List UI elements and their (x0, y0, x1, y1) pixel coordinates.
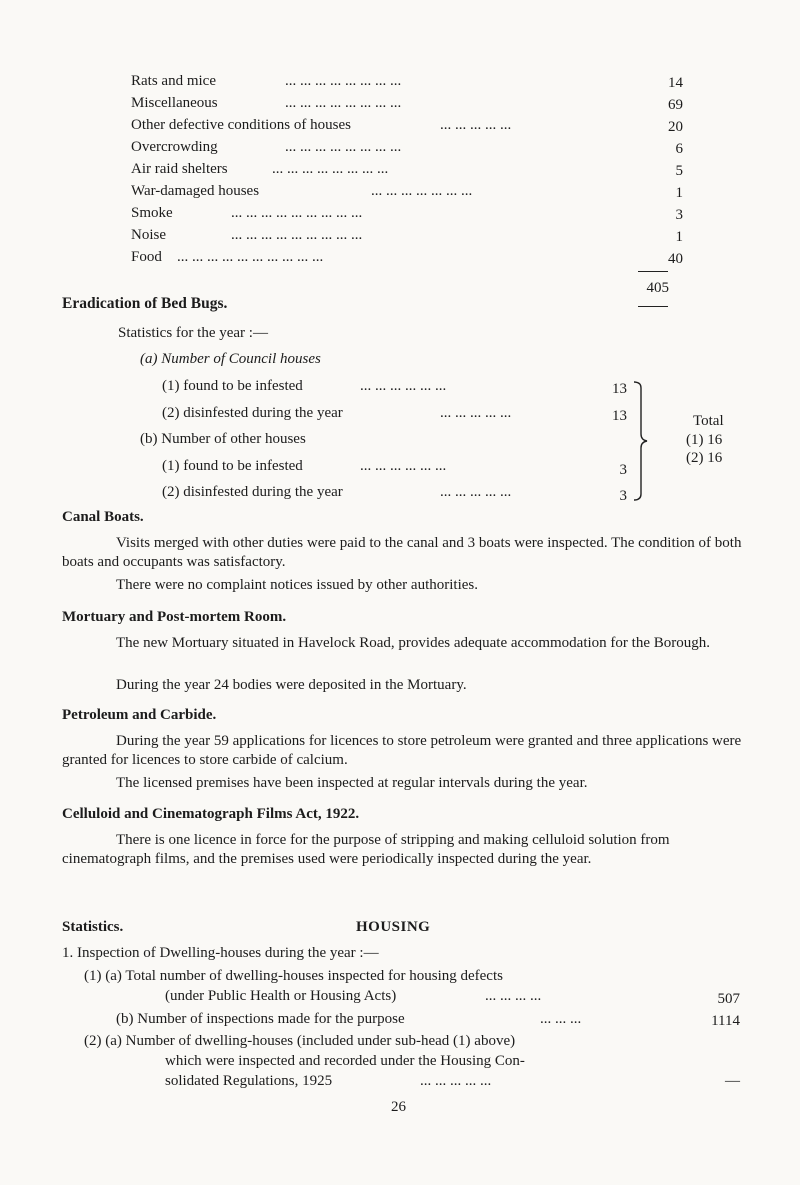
item-label: Overcrowding (131, 139, 218, 155)
list-item (131, 116, 351, 135)
council-infested-value: 13 (612, 381, 627, 397)
paragraph: The licensed premises have been inspected at regular intervals during the year. (116, 775, 588, 791)
leader-dots: ... ... ... ... ... ... ... ... ... (231, 227, 363, 243)
total-infested: (1) 16 (686, 432, 723, 448)
paragraph: During the year 59 applications for licences to store petroleum were granted and three applications were granted for licences to store carbide of calcium. (62, 733, 742, 768)
council-infested-label: (1) found to be infested (162, 378, 303, 394)
inspections-value: 1114 (711, 1013, 740, 1029)
other-disinfested-value: 3 (619, 488, 627, 504)
page-title: HOUSING (356, 919, 431, 935)
leader-dots: ... ... ... ... ... (440, 484, 512, 500)
paragraph: The new Mortuary situated in Havelock Road, provides adequate accommodation for the Borough. (116, 635, 710, 651)
list-item (131, 72, 216, 91)
housing-item-2a-cont: which were inspected and recorded under the Housing Con- (165, 1053, 525, 1069)
council-houses-label: (a) Number of Council houses (140, 351, 321, 367)
list-item (131, 204, 173, 223)
housing-item-2a-cont: solidated Regulations, 1925 (165, 1073, 333, 1089)
item-value: 69 (668, 97, 683, 113)
item-value: 40 (668, 251, 683, 267)
list-item (131, 226, 166, 245)
leader-dots: ... ... ... ... ... ... ... ... ... (231, 205, 363, 221)
total-label: Total (693, 413, 724, 429)
item-label: Miscellaneous (131, 95, 218, 111)
complaints-total: 405 (646, 280, 669, 296)
paragraph: There is one licence in force for the purpose of stripping and making celluloid solution from cinematograph films, and the premises used were periodically inspected during the year. (62, 832, 670, 867)
list-item (131, 248, 162, 267)
section-heading: Celluloid and Cinematograph Films Act, 1922. (62, 806, 360, 822)
leader-dots: ... ... ... ... ... ... ... ... (285, 139, 402, 155)
leader-dots: ... ... ... ... ... ... ... (371, 183, 473, 199)
leader-dots: ... ... ... (540, 1011, 582, 1027)
housing-item-1b: (b) Number of inspections made for the purpose (116, 1011, 405, 1027)
leader-dots: ... ... ... ... ... ... (360, 458, 447, 474)
item-value: 3 (675, 207, 683, 223)
total-rule (638, 306, 668, 307)
leader-dots: ... ... ... ... ... (440, 405, 512, 421)
leader-dots: ... ... ... ... ... ... (360, 378, 447, 394)
section-heading: Mortuary and Post-mortem Room. (62, 609, 287, 625)
page-number: 26 (391, 1099, 406, 1115)
sum-rule (638, 271, 668, 272)
item-label: Food (131, 249, 162, 265)
item-value: 14 (668, 75, 683, 91)
council-disinfested-value: 13 (612, 408, 627, 424)
section-heading: Canal Boats. (62, 509, 144, 525)
housing-item-1: 1. Inspection of Dwelling-houses during the year :— (62, 945, 379, 961)
list-item (131, 138, 218, 157)
regulations-value: — (725, 1073, 740, 1089)
item-value: 5 (675, 163, 683, 179)
item-value: 1 (675, 185, 683, 201)
item-value: 6 (675, 141, 683, 157)
brace-icon (632, 380, 654, 502)
dwellings-inspected-value: 507 (717, 991, 740, 1007)
list-item (131, 160, 228, 179)
item-value: 1 (675, 229, 683, 245)
paragraph: During the year 24 bodies were deposited in the Mortuary. (116, 677, 467, 693)
leader-dots: ... ... ... ... ... ... ... ... ... ... (177, 249, 324, 265)
paragraph: Visits merged with other duties were paid to the canal and 3 boats were inspected. The condition of both boats and occupants was satisfactory. (62, 535, 742, 570)
list-item (131, 182, 259, 201)
leader-dots: ... ... ... ... ... (440, 117, 512, 133)
other-infested-value: 3 (619, 462, 627, 478)
leader-dots: ... ... ... ... (485, 988, 542, 1004)
housing-item-1a: (1) (a) Total number of dwelling-houses inspected for housing defects (84, 968, 503, 984)
paragraph: There were no complaint notices issued by other authorities. (116, 577, 478, 593)
item-label: Noise (131, 227, 166, 243)
leader-dots: ... ... ... ... ... (420, 1073, 492, 1089)
item-value: 20 (668, 119, 683, 135)
item-label: War-damaged houses (131, 183, 260, 199)
total-disinfested: (2) 16 (686, 450, 723, 466)
council-disinfested-label: (2) disinfested during the year (162, 405, 343, 421)
section-heading: Eradication of Bed Bugs. (62, 295, 228, 312)
other-disinfested-label: (2) disinfested during the year (162, 484, 343, 500)
item-label: Other defective conditions of houses (131, 117, 351, 133)
leader-dots: ... ... ... ... ... ... ... ... (285, 95, 402, 111)
list-item (131, 94, 218, 113)
housing-item-2a: (2) (a) Number of dwelling-houses (included under sub-head (1) above) (84, 1033, 516, 1049)
statistics-intro: Statistics for the year :— (118, 325, 268, 341)
leader-dots: ... ... ... ... ... ... ... ... (272, 161, 389, 177)
other-infested-label: (1) found to be infested (162, 458, 303, 474)
other-houses-label: (b) Number of other houses (140, 431, 306, 447)
leader-dots: ... ... ... ... ... ... ... ... (285, 73, 402, 89)
housing-item-1a-cont: (under Public Health or Housing Acts) (165, 988, 397, 1004)
item-label: Rats and mice (131, 73, 216, 89)
section-heading: Petroleum and Carbide. (62, 707, 217, 723)
item-label: Air raid shelters (131, 161, 228, 177)
item-label: Smoke (131, 205, 173, 221)
statistics-label: Statistics. (62, 919, 124, 935)
